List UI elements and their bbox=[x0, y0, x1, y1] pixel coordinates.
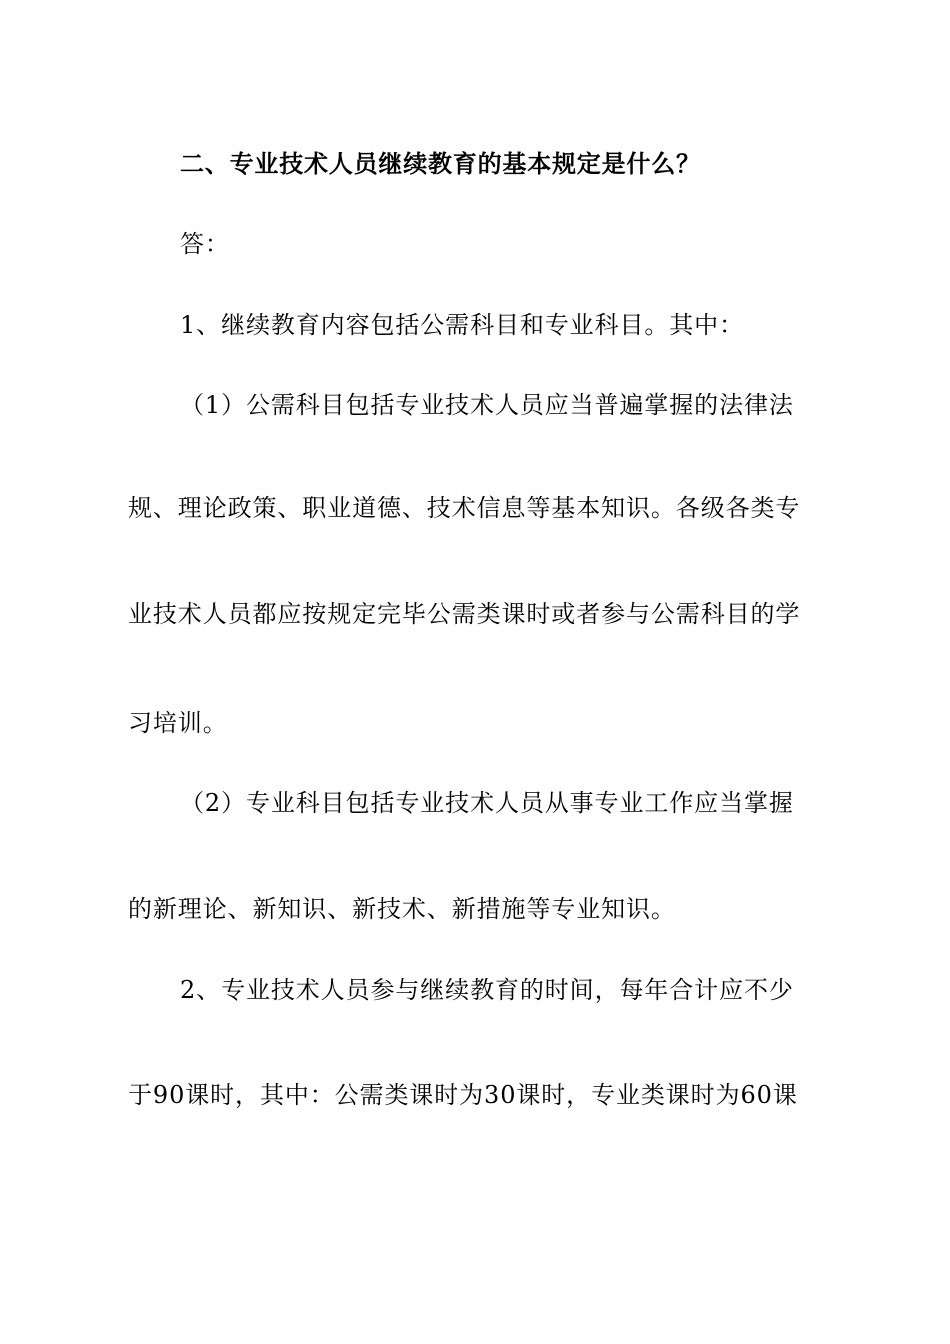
paragraph-line: （2）专业科目包括专业技术人员从事专业工作应当掌握 bbox=[180, 789, 794, 817]
paragraph-line: （1）公需科目包括专业技术人员应当普遍掌握的法律法 bbox=[180, 391, 794, 419]
paragraph-line: 的新理论、新知识、新技术、新措施等专业知识。 bbox=[128, 895, 676, 923]
paragraph-line: 1、继续教育内容包括公需科目和专业科目。其中： bbox=[180, 311, 744, 339]
section-heading: 二、专业技术人员继续教育的基本规定是什么？ bbox=[180, 150, 701, 178]
paragraph-line: 于90课时，其中：公需类课时为30课时，专业类课时为60课 bbox=[128, 1081, 798, 1109]
paragraph-line: 2、专业技术人员参与继续教育的时间，每年合计应不少 bbox=[180, 976, 794, 1004]
paragraph-line: 业技术人员都应按规定完毕公需类课时或者参与公需科目的学 bbox=[128, 600, 801, 628]
paragraph-line: 规、理论政策、职业道德、技术信息等基本知识。各级各类专 bbox=[128, 494, 801, 522]
paragraph-line: 习培训。 bbox=[128, 709, 228, 737]
answer-label: 答： bbox=[180, 230, 230, 258]
